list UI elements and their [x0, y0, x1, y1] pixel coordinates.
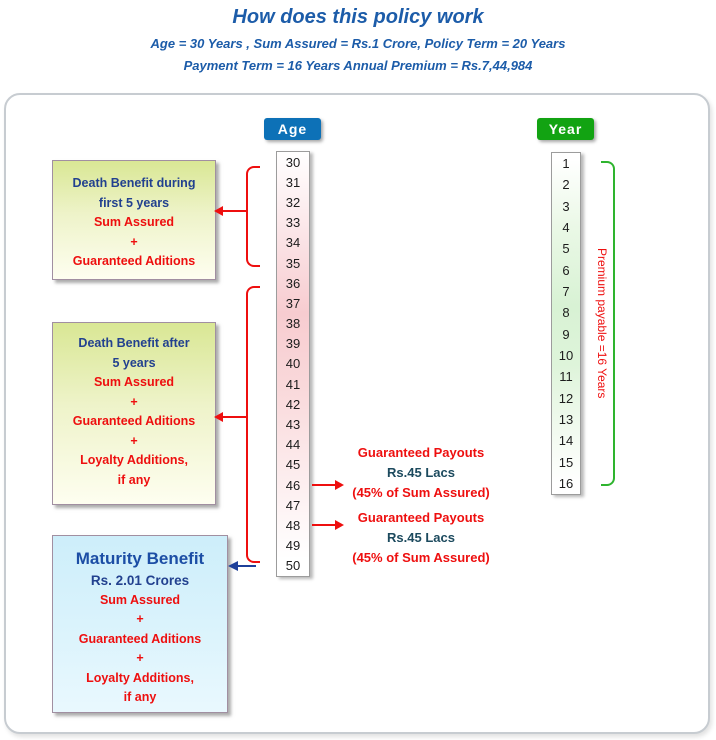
- benefit-line: Sum Assured: [99, 592, 181, 607]
- arrowhead-left-icon: [214, 412, 223, 422]
- age-cell: 30: [285, 154, 301, 170]
- benefit-line: if any: [123, 690, 157, 704]
- age-cell: 31: [285, 174, 301, 190]
- age-cell: 47: [285, 497, 301, 513]
- maturity-benefit-box: [52, 535, 228, 713]
- payout-title: Guaranteed Payouts: [357, 445, 485, 460]
- year-cell: 11: [559, 369, 573, 385]
- benefit-line: Sum Assured: [93, 215, 175, 229]
- benefit-line: +: [130, 394, 138, 409]
- year-cell: 12: [558, 390, 574, 406]
- age-cell: 43: [285, 417, 301, 433]
- age-cell: 46: [285, 477, 301, 493]
- year-cell: 4: [562, 220, 570, 236]
- benefit-line: +: [136, 612, 144, 626]
- death-benefit-first-5-years-box: [52, 160, 216, 280]
- year-cell: 5: [562, 241, 570, 257]
- benefit-line: Guaranteed Aditions: [78, 631, 202, 646]
- age-36-50-bracket: [246, 286, 260, 563]
- year-cell: 15: [558, 454, 574, 470]
- age-cell: 42: [285, 396, 301, 412]
- benefit-line: +: [130, 433, 138, 448]
- payout-arrow-age-48: [312, 524, 336, 526]
- benefit-line: Guaranteed Aditions: [72, 414, 196, 428]
- benefit-line: Loyalty Additions,: [86, 670, 194, 685]
- payout-note: (45% of Sum Assured): [352, 550, 490, 565]
- policy-parameters-subtitle: Age = 30 Years , Sum Assured = Rs.1 Crore, Policy Term = 20 Years: [150, 36, 566, 51]
- payment-terms-subtitle: Payment Term = 16 Years Annual Premium = Rs.7,44,984: [183, 58, 533, 73]
- benefit-line: 5 years: [112, 355, 156, 370]
- payout-amount: Rs.45 Lacs: [387, 465, 455, 480]
- age-cell: 34: [285, 235, 301, 251]
- payout-note: (45% of Sum Assured): [352, 485, 490, 500]
- benefit-line: Loyalty Additions,: [80, 453, 188, 467]
- benefit-line: if any: [117, 472, 151, 487]
- age-cell: 40: [285, 356, 301, 372]
- age-30-35-bracket: [246, 166, 260, 267]
- benefit-line: +: [136, 651, 144, 665]
- arrow-to-second-death-benefit: [222, 416, 247, 418]
- year-cell: 13: [558, 411, 574, 427]
- age-cell: 32: [285, 194, 301, 210]
- year-cell: 8: [562, 305, 570, 321]
- age-cell: 35: [285, 255, 301, 271]
- benefit-line: Sum Assured: [93, 375, 175, 389]
- age-cell: 49: [285, 538, 301, 554]
- age-cell: 37: [285, 295, 301, 311]
- age-cell: 50: [285, 558, 301, 574]
- age-column-header: Age: [264, 118, 321, 140]
- year-cell: 6: [562, 262, 570, 278]
- payout-title: Guaranteed Payouts: [357, 510, 485, 525]
- age-cell: 39: [285, 336, 301, 352]
- benefit-line: Death Benefit during: [72, 176, 196, 190]
- age-cell: 38: [285, 316, 301, 332]
- year-cell: 1: [562, 156, 570, 172]
- benefit-line: first 5 years: [98, 195, 170, 210]
- premium-payable-note: Premium payable =16 Years: [595, 248, 609, 399]
- year-column-strip: [551, 152, 581, 495]
- year-cell: 16: [558, 475, 574, 491]
- age-cell: 48: [285, 517, 301, 533]
- guaranteed-payout-note-1: [336, 443, 506, 503]
- benefit-line: Death Benefit after: [78, 336, 190, 350]
- age-column-strip: [276, 151, 310, 577]
- year-cell: 14: [558, 433, 574, 449]
- page-title: How does this policy work: [232, 6, 484, 28]
- death-benefit-after-5-years-box: [52, 322, 216, 505]
- arrowhead-left-blue-icon: [228, 561, 238, 571]
- age-cell: 36: [285, 275, 301, 291]
- age-cell: 33: [285, 215, 301, 231]
- age-cell: 45: [285, 457, 301, 473]
- benefit-line: Maturity Benefit: [75, 549, 205, 568]
- age-cell: 44: [285, 437, 301, 453]
- year-cell: 9: [562, 326, 570, 342]
- year-column-header: Year: [537, 118, 594, 140]
- benefit-line: Guaranteed Aditions: [72, 254, 196, 268]
- year-cell: 7: [562, 284, 570, 300]
- guaranteed-payout-note-2: [336, 508, 506, 568]
- year-cell: 2: [562, 177, 570, 193]
- year-cell: 3: [562, 198, 570, 214]
- benefit-line: Rs. 2.01 Crores: [90, 573, 190, 588]
- benefit-line: +: [130, 234, 138, 249]
- arrowhead-left-icon: [214, 206, 223, 216]
- year-cell: 10: [558, 347, 574, 363]
- age-cell: 41: [285, 376, 301, 392]
- payout-arrow-age-46: [312, 484, 336, 486]
- payout-amount: Rs.45 Lacs: [387, 530, 455, 545]
- arrow-to-maturity-benefit: [238, 565, 256, 567]
- arrow-to-first-death-benefit: [222, 210, 247, 212]
